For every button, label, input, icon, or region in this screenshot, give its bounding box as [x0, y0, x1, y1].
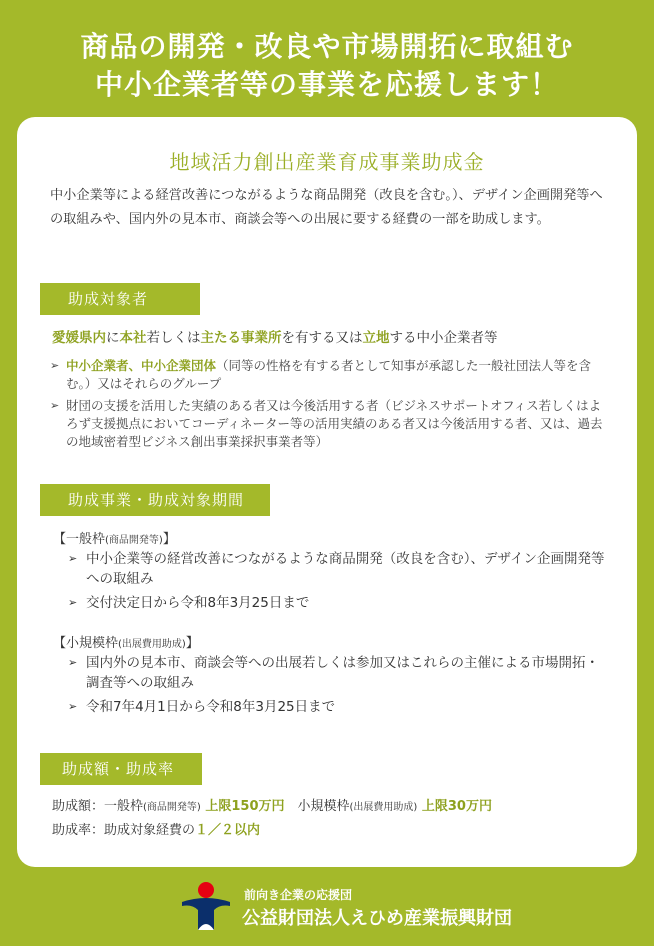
group-head-text: 【小規模枠: [53, 636, 119, 651]
rate-prefix: 助成率：助成対象経費の: [52, 823, 196, 838]
group-head-close: 】: [162, 532, 176, 547]
general-list: [68, 549, 608, 617]
amount-small-general: (商品開発等): [143, 802, 201, 813]
arrowhead-bullet-icon: ➢: [68, 552, 78, 565]
group-head-close: 】: [185, 636, 199, 651]
list-item: [68, 593, 608, 613]
section-label-amount: 助成額・助成率: [40, 753, 202, 785]
amount-limit-general: 上限150万円: [200, 799, 285, 814]
list-item-text: 令和7年4月1日から令和8年3月25日まで: [86, 699, 336, 715]
list-item: [68, 549, 608, 589]
lead-hl-prefecture: 愛媛県内: [52, 330, 106, 346]
target-sep: 、: [128, 358, 142, 373]
amount-prefix: 助成額：一般枠: [52, 799, 144, 814]
target-item-text: 財団の支援を活用した実績のある者又は今後活用する者（ビジネスサポートオフィス若しくはよろず支援拠点においてコーディネーター等の活用実績のある者又は今後活用する者、又は、過去の地域密着型ビジネス創出事業採択事業者等）: [66, 398, 603, 449]
lead-text-1: に: [106, 330, 120, 346]
group-head-small: (出展費用助成): [118, 639, 186, 650]
section-label-project: 助成事業・助成対象期間: [40, 484, 270, 516]
footer-org-name: 公益財団法人えひめ産業振興財団: [242, 908, 512, 929]
group-head-small-scale: [53, 632, 199, 651]
arrowhead-bullet-icon: ➢: [68, 596, 78, 609]
footer-tagline: 前向き企業の応援団: [244, 888, 353, 902]
group-head-text: 【一般枠: [53, 532, 106, 547]
lead-hl-location: 立地: [362, 330, 390, 346]
small-scale-list: [68, 653, 608, 721]
list-item-text: 交付決定日から令和8年3月25日まで: [86, 595, 310, 611]
foundation-logo-icon: [180, 880, 232, 930]
logo-sun: [198, 882, 214, 898]
list-item: [68, 697, 608, 717]
target-item-text: （同等の性格を有する者として知事が承認した一般社団法人等を含む。）又はそれらのグループ: [66, 358, 592, 391]
list-item: [50, 397, 605, 451]
rate-line: [52, 819, 260, 838]
rate-value: １／２以内: [195, 823, 261, 838]
group-head-general: [53, 528, 176, 547]
amount-mid: 小規模枠: [284, 799, 350, 814]
headline-line2: 中小企業者等の事業を応援します！: [94, 68, 559, 101]
headline: [0, 28, 654, 104]
lead-text-4: する中小企業者等: [389, 330, 498, 346]
arrowhead-bullet-icon: ➢: [50, 399, 60, 412]
list-item-text: 国内外の見本市、商談会等への出展若しくは参加又はこれらの主催による市場開拓・調査等への取組み: [86, 655, 599, 691]
headline-line1: 商品の開発・改良や市場開拓に取組む: [80, 30, 574, 63]
target-hl-sme-group: 中小企業団体: [141, 358, 217, 373]
target-lead: [52, 326, 612, 346]
arrowhead-bullet-icon: ➢: [68, 656, 78, 669]
target-list: [50, 357, 605, 455]
page-title: 地域活力創出産業育成事業助成金: [169, 150, 485, 174]
group-head-small: (商品開発等): [105, 535, 163, 546]
list-item: [50, 357, 605, 393]
amount-small-smallscale: (出展費用助成): [349, 802, 418, 813]
target-hl-sme: 中小企業者: [66, 358, 129, 373]
arrowhead-bullet-icon: ➢: [68, 700, 78, 713]
amount-line: [52, 795, 492, 814]
intro-text: 中小企業等による経営改善につながるような商品開発（改良を含む。）、デザイン企画開発等への取組みや、国内外の見本市、商談会等への出展に要する経費の一部を助成します。: [50, 188, 603, 227]
list-item-text: 中小企業等の経営改善につながるような商品開発（改良を含む）、デザイン企画開発等への取組み: [86, 551, 605, 587]
section-label-target: 助成対象者: [40, 283, 200, 315]
lead-hl-hq: 本社: [119, 330, 147, 346]
arrowhead-bullet-icon: ➢: [50, 359, 60, 372]
lead-hl-main-office: 主たる事業所: [200, 330, 282, 346]
lead-text-2: 若しくは: [146, 330, 201, 346]
lead-text-3: を有する又は: [281, 330, 363, 346]
amount-limit-smallscale: 上限30万円: [417, 799, 492, 814]
list-item: [68, 653, 608, 693]
